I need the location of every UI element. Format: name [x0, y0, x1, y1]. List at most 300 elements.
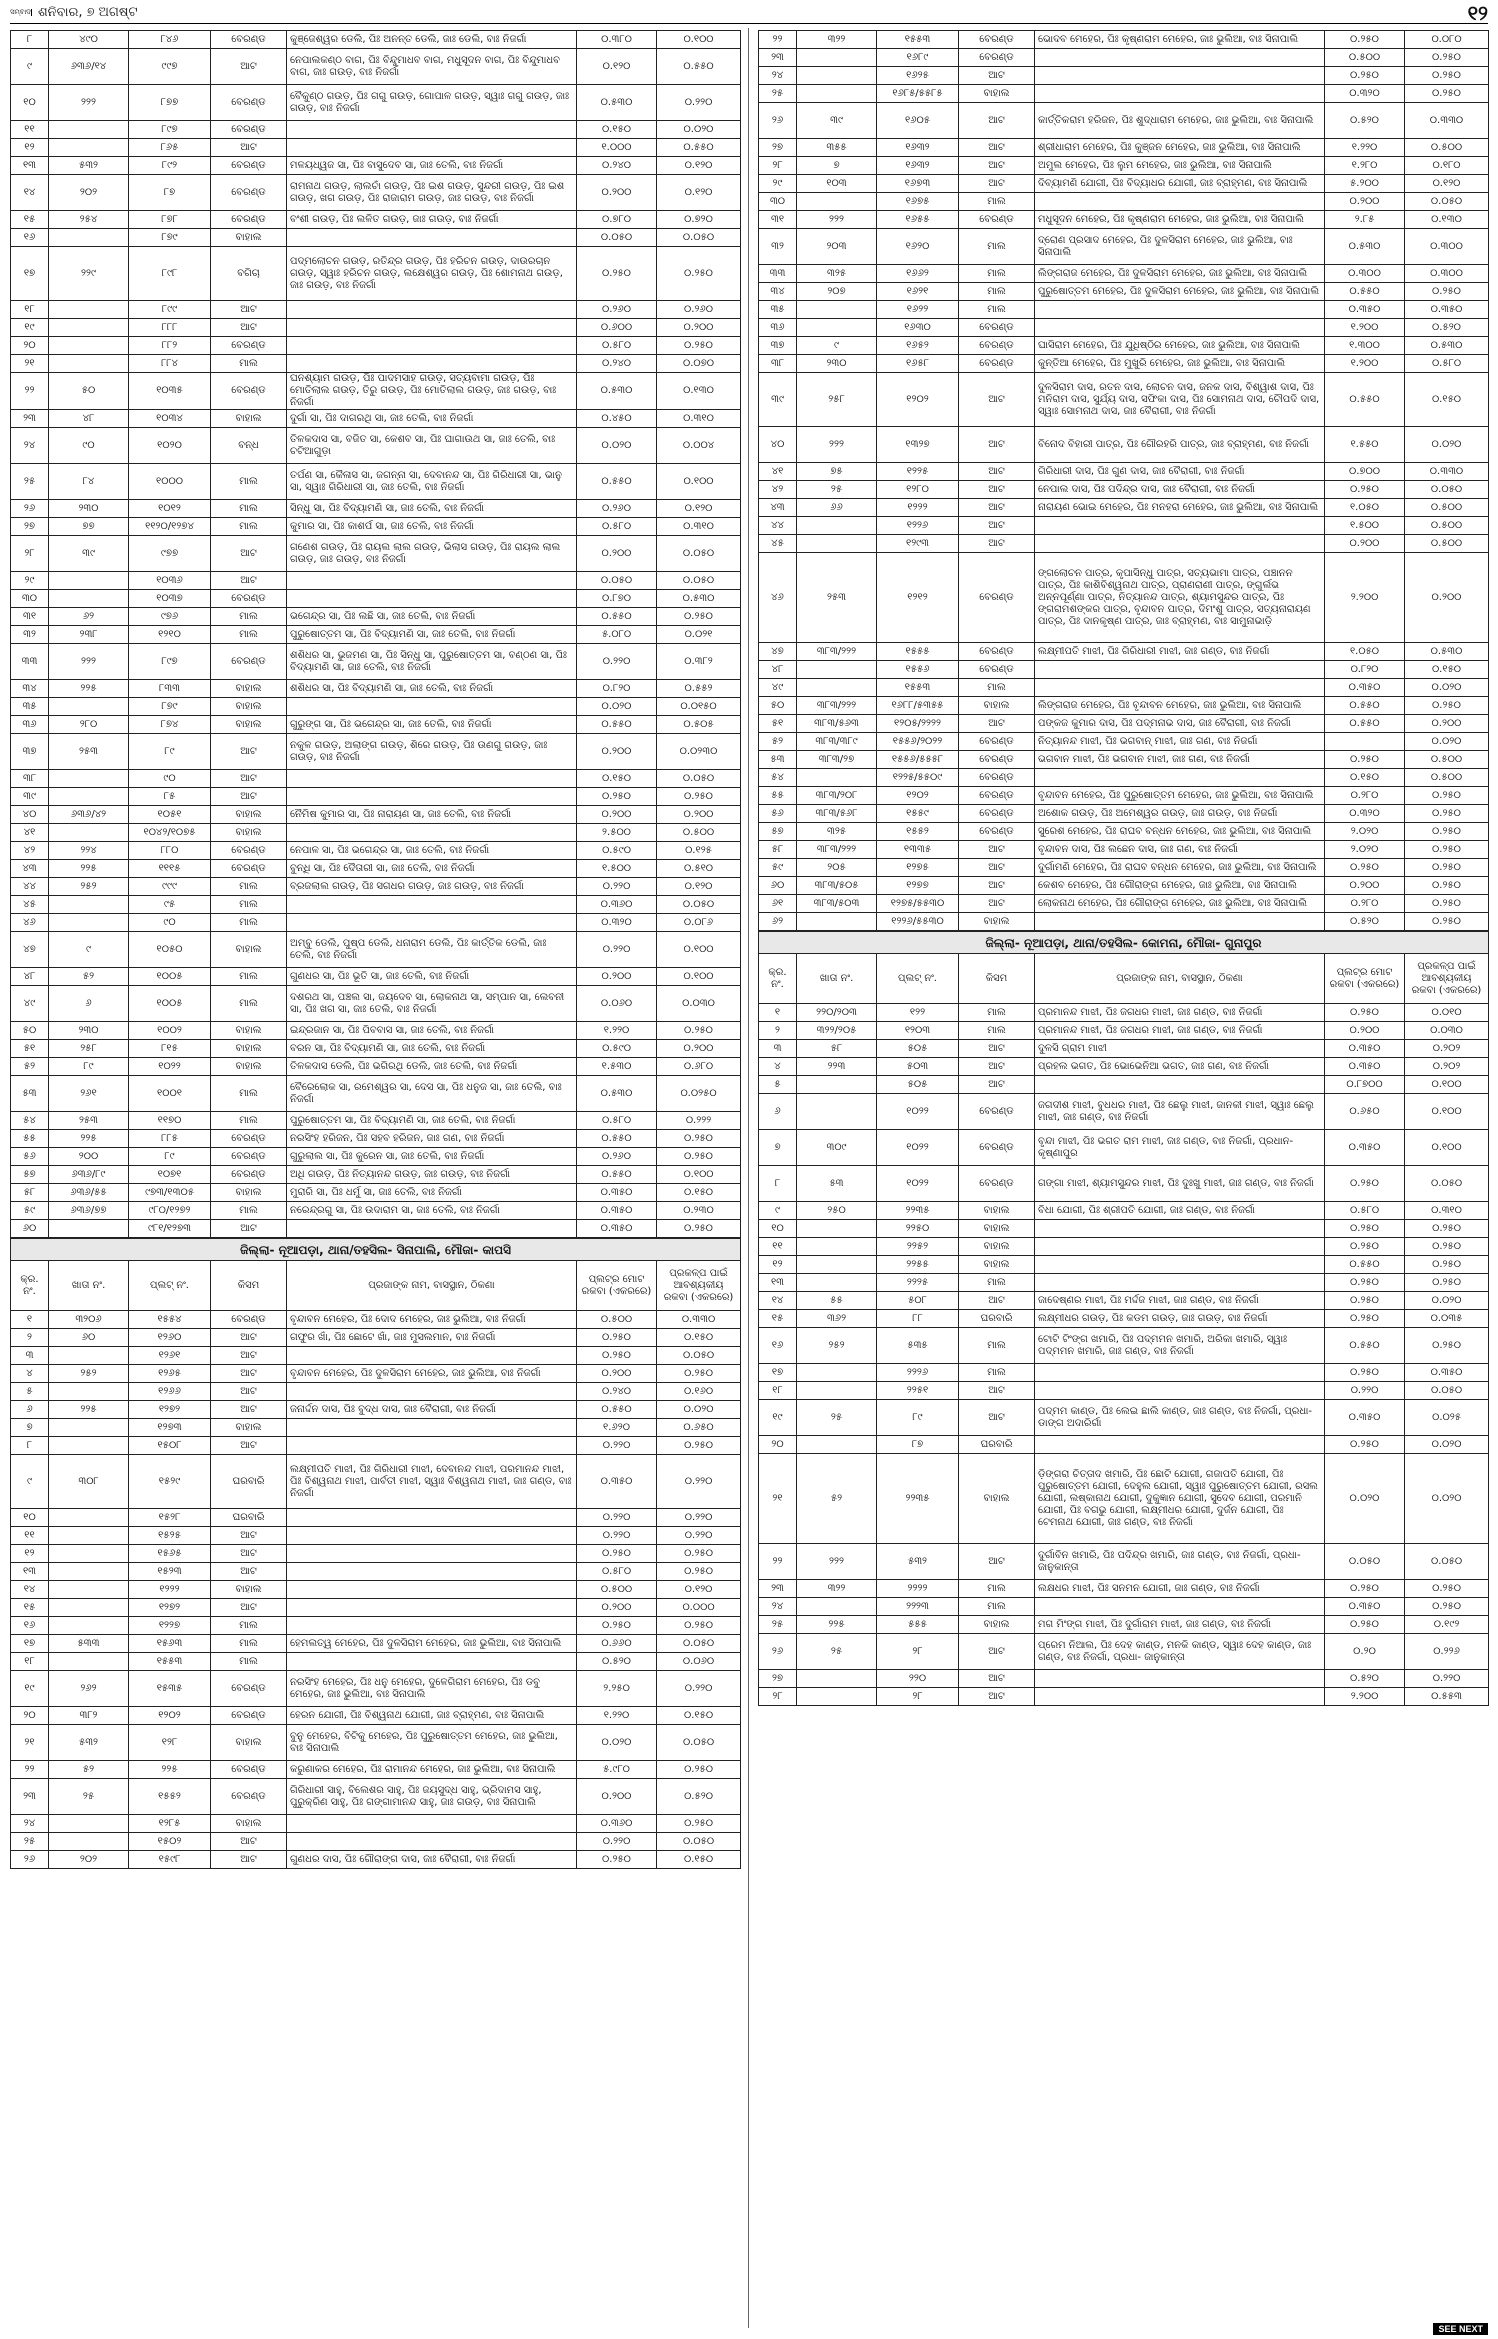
khata-cell: ୩୨୨/୨୦୫: [797, 1022, 877, 1040]
plot-cell: ୮୭୯: [129, 698, 211, 716]
kisam-cell: ମାଲ: [959, 229, 1035, 265]
table-row: [759, 1454, 1489, 1544]
total-area-cell: ୦.୨୦୦: [1325, 1022, 1405, 1040]
required-area-cell: ୦.୨୫୦: [1405, 49, 1489, 67]
owner-cell: ଗୁରୁଲାଲ ସା, ପିଃ କୁରେନ ସା, ଜାଃ ତେଲି, ବାଃ ନିଜର୍ଗା: [287, 1148, 577, 1166]
required-area-cell: ୦.୦୨୧: [657, 626, 741, 644]
table-row: [11, 860, 741, 878]
total-area-cell: ୦.୫୨୦: [1325, 1670, 1405, 1688]
section-title-row: [759, 932, 1489, 954]
kisam-cell: ବେରଣ୍ଡ: [959, 1166, 1035, 1202]
serial-cell: ୧୦: [11, 85, 49, 121]
header-date: ଶନିବାର, ୭ ଅଗଷ୍ଟ: [38, 5, 138, 20]
khata-cell: ୩୫୫: [797, 139, 877, 157]
owner-cell: ପୁରୁଷୋତ୍ତମ ମେହେର, ପିଃ ଦୁଳସିରାମ ମେହେର, ଜାଃ ଭୁଲିଆ, ବାଃ ସିନାପାଲି: [1035, 283, 1325, 301]
owner-cell: କାର୍ତ୍ତିକରାମ ହରିଜନ, ପିଃ ଶୁଦ୍ଧାରାମ ମେହେର, ଜାଃ ଭୁଲିଆ, ବାଃ ସିନାପାଲି: [1035, 103, 1325, 139]
kisam-cell: ଆଟ: [211, 301, 287, 319]
plot-cell: ୧୨୨: [877, 1004, 959, 1022]
khata-cell: ୨୫: [797, 1634, 877, 1670]
serial-cell: ୧୧: [759, 1238, 797, 1256]
required-area-cell: ୦.୦୮୬: [657, 914, 741, 932]
owner-cell: ହେମଲତ୍ୱ ମେହେର, ପିଃ ଦୁଳସିରାମ ମେହେର, ଜାଃ ଭୁଲିଆ, ବାଃ ସିନାପାଲି: [287, 1635, 577, 1653]
owner-cell: ନୈମିଷ କୁମାର ସା, ପିଃ ନାରାୟଣ ସା, ଜାଃ ତେଲି, ବାଃ ନିଜର୍ଗା: [287, 806, 577, 824]
table-row: [759, 319, 1489, 337]
table-row: [759, 193, 1489, 211]
kisam-cell: ଆଟ: [211, 1563, 287, 1581]
required-area-cell: ୦.୨୫୦: [1405, 859, 1489, 877]
required-area-cell: ୦.୦୫୦: [1405, 193, 1489, 211]
total-area-cell: ୨.୦୨୦: [1325, 823, 1405, 841]
table-row: [759, 751, 1489, 769]
khata-cell: ୨୫: [49, 1779, 129, 1815]
plot-cell: ୧୦୦୫: [129, 986, 211, 1022]
table-row: [11, 1635, 741, 1653]
plot-cell: ୧୨୧୦: [129, 626, 211, 644]
owner-cell: ବୈକୁଣ୍ଠ ଗଉଡ଼, ପିଃ ଗଗୁ ଗଉଡ଼, ଗୋପାଳ ଗଉଡ଼, ସ୍ୱାଃ ଗଗୁ ଗଉଡ଼, ଜାଃ ଗଉଡ଼, ବାଃ ନିଜର୍ଗା: [287, 85, 577, 121]
column-header: ପ୍ରଜାଙ୍କ ନାମ, ବାସସ୍ଥାନ, ଠିକଣା: [287, 1261, 577, 1311]
khata-cell: ୨୨୨: [797, 1544, 877, 1580]
owner-cell: ଲିଙ୍ଗରାଜ ମେହେର, ପିଃ ବୃନ୍ଦାବନ ମେହେର, ଜାଃ ଭୁଲିଆ, ବାଃ ସିନାପାଲି: [1035, 697, 1325, 715]
serial-cell: ୮: [759, 1166, 797, 1202]
kisam-cell: ମାଲ: [959, 283, 1035, 301]
column-header: ପ୍ଲଟ୍‌ର ମୋଟ ରକବା (ଏକରରେ): [577, 1261, 657, 1311]
plot-cell: ୯୭୩/୧୩୦୫: [129, 1184, 211, 1202]
kisam-cell: ବାହାଲ: [211, 716, 287, 734]
total-area-cell: ୦.୨୪୦: [577, 355, 657, 373]
table-row: [11, 1581, 741, 1599]
total-area-cell: ୦.୫୦୦: [1325, 49, 1405, 67]
required-area-cell: ୦.୨୩୦: [657, 1202, 741, 1220]
khata-cell: [49, 1509, 129, 1527]
required-area-cell: ୦.୧୦୦: [1405, 1076, 1489, 1094]
kisam-cell: ଆଟ: [959, 715, 1035, 733]
total-area-cell: ୧.୫୦୦: [577, 860, 657, 878]
table-row: [11, 1401, 741, 1419]
column-header: କ୍ର. ନଂ.: [759, 954, 797, 1004]
table-row: [11, 247, 741, 301]
table-row: [759, 157, 1489, 175]
total-area-cell: ୦.୫୮୦: [577, 1563, 657, 1581]
table-row: [11, 319, 741, 337]
table-row: [759, 427, 1489, 463]
required-area-cell: ୦.୫୦୦: [1405, 499, 1489, 517]
plot-cell: ୧୨୬୬: [129, 1383, 211, 1401]
required-area-cell: ୦.୦୫୦: [1405, 481, 1489, 499]
total-area-cell: ୦.୫୫୦: [1325, 697, 1405, 715]
total-area-cell: ୦.୫୩୦: [577, 1076, 657, 1112]
serial-cell: ୧୨: [759, 1256, 797, 1274]
owner-cell: ତର୍ପଣ ସା, କୈଳାସ ସା, ଜଗନ୍ନା ସା, ଦେବାନନ୍ଦ ସା, ପିଃ ଗିରିଧାରୀ ସା, ଭାନୁ ସା, ସ୍ୱାଃ ଗିରିଧାରୀ ସା, ଜାଃ ତେଲି, ବାଃ ନିଜର୍ଗା: [287, 464, 577, 500]
owner-cell: ଦୁଳସି ଗ୍ରାମ ମାଝୀ: [1035, 1040, 1325, 1058]
required-area-cell: ୦.୨୦୦: [1405, 715, 1489, 733]
khata-cell: [49, 301, 129, 319]
plot-cell: ୧୨୨୭: [129, 1617, 211, 1635]
required-area-cell: ୦.୫୦୦: [657, 824, 741, 842]
table-row: [759, 1544, 1489, 1580]
required-area-cell: ୦.୧୨୦: [657, 500, 741, 518]
table-row: [11, 1383, 741, 1401]
serial-cell: ୨୬: [759, 1634, 797, 1670]
khata-cell: [797, 1274, 877, 1292]
table-row: [11, 1599, 741, 1617]
owner-cell: ଭଗେନ୍ଦ୍ର ସା, ପିଃ ଲଛି ସା, ଜାଃ ତେଲି, ବାଃ ନିଜର୍ଗା: [287, 608, 577, 626]
serial-cell: ୯: [759, 1202, 797, 1220]
plot-cell: ୨୨୩୫: [877, 1202, 959, 1220]
owner-cell: ପଦ୍ମମ କାଣ୍ଡ, ପିଃ ଲେଇ ଛାଲି କାଣ୍ଡ, ଜାଃ ଗଣ୍ଡ, ବାଃ ନିଜର୍ଗା, ପ୍ରଧା- ଡାଙ୍ଗ ଅଦାରିର୍ଗା: [1035, 1400, 1325, 1436]
serial-cell: ୪୩: [11, 860, 49, 878]
kisam-cell: ଆଟ: [959, 859, 1035, 877]
khata-cell: ୨୫୨: [797, 1328, 877, 1364]
required-area-cell: ୦.୧୨୦: [657, 1581, 741, 1599]
total-area-cell: ୦.୫୮୦: [1325, 1202, 1405, 1220]
plot-cell: ୫୦୫: [877, 1076, 959, 1094]
kisam-cell: ମାଲ: [211, 464, 287, 500]
owner-cell: ଙ୍ଗଲୋଚନ ପାତ୍ର, କୃପାସିନ୍ଧୁ ପାତ୍ର, ସତ୍ୟଭାମା ପାତ୍ର, ପଞ୍ଚାନନ ପାତ୍ର, ପିଃ କାଶିବିଶ୍ୱନାଥ ପାତ୍ର, ପ୍ରାଣରାଣୀ ପାତ୍ର, ଙ୍ଗୁର୍ଲଭ ଅନ୍ନପୂର୍ଣ୍ଣା ପାତ୍ର, ନିତ୍ୟାନନ୍ଦ ପାତ୍ର, ଶ୍ୟାମସୁନ୍ଦର ପାତ୍ର, ପିଃ ଙ୍ଗରାମଶଙ୍କର ପାତ୍ର, ବୃନ୍ଦାବନ ପାତ୍ର, ଦିମଂଶୁ ପାତ୍ର, ସତ୍ୟନାରାୟଣ ପାତ୍ର, ପିଃ ଦାନକୃଷ୍ଣ ପାତ୍ର, ଜାଃ ବ୍ରାହ୍ମଣ, ବାଃ ସାମୁନାଭାଡ଼ି: [1035, 553, 1325, 643]
owner-cell: [1035, 769, 1325, 787]
kisam-cell: ବାହାଲ: [211, 1419, 287, 1437]
owner-cell: [287, 1527, 577, 1545]
khata-cell: ୨୬୨: [49, 1671, 129, 1707]
khata-cell: [49, 1383, 129, 1401]
khata-cell: ୩୮୩/୫୬୮: [797, 805, 877, 823]
table-row: [759, 1238, 1489, 1256]
table-row: [759, 1004, 1489, 1022]
serial-cell: ୨୫: [11, 464, 49, 500]
table-row: [759, 1310, 1489, 1328]
required-area-cell: ୦.୨୨୦: [657, 1671, 741, 1707]
owner-cell: ଅମୁଲ ମେହେର, ପିଃ ଲୁମ ମେହେର, ଜାଃ ଭୁଲିଆ, ବାଃ ସିନାପାଲି: [1035, 157, 1325, 175]
total-area-cell: ୦.୨୦: [1325, 1634, 1405, 1670]
left-table-body: [11, 31, 741, 1238]
owner-cell: ଭଗବାନ ମାଝୀ, ପିଃ ଭଗବାନ ମାଝୀ, ଜାଃ ଗଣ, ବାଃ ନିଜର୍ଗା: [1035, 751, 1325, 769]
total-area-cell: ୫.୦୮୦: [577, 626, 657, 644]
plot-cell: ୧୬୦୫: [877, 103, 959, 139]
khata-cell: ୫୩୩: [49, 1635, 129, 1653]
required-area-cell: ୦.୧୦୦: [657, 31, 741, 49]
serial-cell: ୨: [11, 1329, 49, 1347]
serial-cell: ୨୪: [759, 1598, 797, 1616]
khata-cell: ୩୮୩/୩୮୯: [797, 733, 877, 751]
kisam-cell: ବନ୍ଧ: [211, 428, 287, 464]
table-row: [11, 410, 741, 428]
owner-cell: ଦିବ୍ୟାମଣି ଯୋଗୀ, ପିଃ ବିଦ୍ୟାଧର ଯୋଗୀ, ଜାଃ ବ୍ରାହ୍ମଣ, ବାଃ ସିନାପାଲି: [1035, 175, 1325, 193]
khata-cell: ୨୦୩: [797, 229, 877, 265]
table-row: [11, 1419, 741, 1437]
total-area-cell: ୦.୫୫୦: [577, 1166, 657, 1184]
owner-cell: ଶଶିଧର ସା, ପିଃ ବିଦ୍ୟାମଣି ସା, ଜାଃ ତେଲି, ବାଃ ନିଜର୍ଗା: [287, 680, 577, 698]
total-area-cell: ୦.୭୦୦: [1325, 463, 1405, 481]
khata-cell: [797, 67, 877, 85]
total-area-cell: ୧.୩୦୦: [1325, 337, 1405, 355]
kisam-cell: ବେରଣ୍ଡ: [959, 1094, 1035, 1130]
table-row: [11, 914, 741, 932]
table-row: [11, 716, 741, 734]
plot-cell: ୮୪୬: [129, 31, 211, 49]
kisam-cell: ବେରଣ୍ଡ: [959, 211, 1035, 229]
plot-cell: ୨୨୨୫: [877, 1274, 959, 1292]
required-area-cell: ୦.୦୨୦: [1405, 1454, 1489, 1544]
kisam-cell: ବେରଣ୍ଡ: [959, 805, 1035, 823]
kisam-cell: ବାହାଲ: [211, 680, 287, 698]
owner-cell: ଶ୍ରୀଧାରାମ ମେହେର, ପିଃ କୁଞ୍ଜନ ମେହେର, ଜାଃ ଭୁଲିଆ, ବାଃ ସିନାପାଲି: [1035, 139, 1325, 157]
column-header: ପ୍ରକଳ୍ପ ପାଇଁ ଆବଶ୍ୟକୀୟ ରକବା (ଏକରରେ): [657, 1261, 741, 1311]
serial-cell: ୨୮: [11, 536, 49, 572]
plot-cell: ୧୫୫୨: [877, 823, 959, 841]
owner-cell: ଟୋଟି ଟିଂଙ୍ଗ ଖମାରି, ପିଃ ପଦ୍ମମନ ଖମାରି, ଅରିକା ଖମାରି, ସ୍ୱାଃ ପଦ୍ମମନ ଖମାରି, ଜାଃ ଗଣ୍ଡ, ବାଃ ନିଜର୍ଗା: [1035, 1328, 1325, 1364]
owner-cell: ହେରନ ଯୋଗୀ, ପିଃ ବିଶ୍ୱନାଥ ଯୋଗୀ, ଜାଃ ବ୍ରାହ୍ମଣ, ବାଃ ସିନାପାଲି: [287, 1707, 577, 1725]
required-area-cell: ୦.୩୧୦: [1405, 1202, 1489, 1220]
serial-cell: ୪୩: [759, 499, 797, 517]
plot-cell: ୮୬୫: [129, 139, 211, 157]
kisam-cell: ଆଟ: [211, 734, 287, 770]
table-row: [759, 265, 1489, 283]
table-row: [759, 733, 1489, 751]
serial-cell: ୩୧: [759, 211, 797, 229]
plot-cell: ୧୩୩୫: [877, 841, 959, 859]
kisam-cell: ମାଲ: [211, 1617, 287, 1635]
kisam-cell: ବେରଣ୍ଡ: [959, 31, 1035, 49]
serial-cell: ୫୮: [759, 841, 797, 859]
plot-cell: ୧୬୫୨: [877, 337, 959, 355]
serial-cell: ୪୯: [11, 986, 49, 1022]
total-area-cell: ୦.୩୮୦: [577, 31, 657, 49]
required-area-cell: ୦.୫୫୦: [657, 49, 741, 85]
total-area-cell: ୦.୩୦୦: [1325, 265, 1405, 283]
plot-cell: ୧୫୫୬/୫୫୫୮: [877, 751, 959, 769]
section-title-row: [11, 1239, 741, 1261]
khata-cell: ୪୮: [49, 410, 129, 428]
kisam-cell: ଆଟ: [959, 157, 1035, 175]
total-area-cell: ୦.୨୨୦: [577, 644, 657, 680]
table-row: [11, 373, 741, 410]
required-area-cell: ୦.୦୭୦: [657, 355, 741, 373]
serial-cell: ୫୦: [11, 1022, 49, 1040]
khata-cell: [49, 1599, 129, 1617]
table-row: [11, 139, 741, 157]
khata-cell: [797, 1238, 877, 1256]
serial-cell: ୧୦: [11, 1509, 49, 1527]
total-area-cell: ୦.୨୫୦: [577, 247, 657, 301]
total-area-cell: ୧.୨୦୦: [1325, 319, 1405, 337]
total-area-cell: ୦.୨୦୦: [577, 1365, 657, 1383]
column-header: ଖାତା ନଂ.: [49, 1261, 129, 1311]
total-area-cell: ୦.୦୨୦: [577, 428, 657, 464]
serial-cell: ୪୫: [11, 896, 49, 914]
kisam-cell: ବେରଣ୍ଡ: [211, 860, 287, 878]
plot-cell: ୧୫୬୫: [129, 1545, 211, 1563]
serial-cell: ୧୬: [11, 229, 49, 247]
plot-cell: ୧୨୨୨: [129, 1581, 211, 1599]
owner-cell: ଗୁଣଧର ସା, ପିଃ ଭୂତି ସା, ଜାଃ ତେଲି, ବାଃ ନିଜର୍ଗା: [287, 968, 577, 986]
total-area-cell: ୦.୮୨୦: [577, 680, 657, 698]
required-area-cell: ୦.୦୩୫: [1405, 1310, 1489, 1328]
required-area-cell: ୦.୦୫୦: [657, 536, 741, 572]
required-area-cell: ୦.୩୮୨: [657, 644, 741, 680]
khata-cell: [49, 698, 129, 716]
serial-cell: ୨୫: [11, 1833, 49, 1851]
owner-cell: ପ୍ରହଲ ଭଗତ, ପିଃ ଭୋଭେନିଆ ଭଗତ, ଜାଃ ଗଣ, ବାଃ ନିଜର୍ଗା: [1035, 1058, 1325, 1076]
total-area-cell: ୦.୨୫୦: [1325, 1274, 1405, 1292]
khata-cell: [49, 1833, 129, 1851]
total-area-cell: ୦.୨୫୦: [1325, 859, 1405, 877]
kisam-cell: ମାଲ: [211, 608, 287, 626]
khata-cell: ୨୫୩: [797, 553, 877, 643]
required-area-cell: ୦.୫୦୦: [1405, 751, 1489, 769]
total-area-cell: ୦.୨୫୦: [577, 1617, 657, 1635]
required-area-cell: ୦.୩୦୦: [1405, 265, 1489, 283]
owner-cell: ପ୍ରେମ ନିଆଲ, ପିଃ ଦେହ କାଣ୍ଡ, ମନକି କାଣ୍ଡ, ସ୍ୱାଃ ଦେହ କାଣ୍ଡ, ଜାଃ ଗଣ୍ଡ, ବାଃ ନିଜର୍ଗା, ପ୍ରଧା- ଜାନୁକାନ୍ତା: [1035, 1634, 1325, 1670]
kisam-cell: ବେରଣ୍ଡ: [211, 644, 287, 680]
owner-cell: ଗଣେଶ ଗଉଡ଼, ପିଃ ରାୟଲ ଲାଲ ଗଉଡ଼, ଭିଲାସ ଗଉଡ଼, ପିଃ ରାୟଲ ଲାଲ ଗଉଡ଼, ଜାଃ ଗଉଡ଼, ବାଃ ନିଜର୍ଗା: [287, 536, 577, 572]
table-row: [11, 428, 741, 464]
khata-cell: [797, 1688, 877, 1706]
khata-cell: [49, 1563, 129, 1581]
column-header: ଖାତା ନଂ.: [797, 954, 877, 1004]
required-area-cell: ୦.୨୦୦: [657, 1040, 741, 1058]
required-area-cell: ୦.୦୨୦: [1405, 733, 1489, 751]
required-area-cell: ୦.୫୦୦: [1405, 139, 1489, 157]
required-area-cell: ୦.୦୨୦: [1405, 1436, 1489, 1454]
kisam-cell: ମାଲ: [959, 679, 1035, 697]
khata-cell: ୫୩୨: [49, 157, 129, 175]
kisam-cell: ଘରବାରି: [211, 1455, 287, 1509]
total-area-cell: ୦.୨୫୦: [577, 1545, 657, 1563]
khata-cell: ୨୨୪: [49, 842, 129, 860]
serial-cell: ୩୭: [11, 734, 49, 770]
owner-cell: କରୁଣାକର ମେହେର, ପିଃ ରାମାନନ୍ଦ ମେହେର, ଜାଃ ଭୁଲିଆ, ବାଃ ସିନାପାଲି: [287, 1761, 577, 1779]
total-area-cell: ୦.୩୫୦: [1325, 1040, 1405, 1058]
required-area-cell: ୦.୫୫୩: [1405, 1688, 1489, 1706]
owner-cell: କୁଞ୍ଜେଶ୍ୱର ଡେଲି, ପିଃ ଅନନ୍ତ ଡେଲି, ଜାଃ ଡେଲି, ବାଃ ନିଜର୍ଗା: [287, 31, 577, 49]
khata-cell: ୨୦୫: [797, 859, 877, 877]
owner-cell: ବୃନ୍ଦାବନ ଦାସ, ପିଃ ଲଛେନ ଦାସ, ଜାଃ ଗଣ, ବାଃ ନିଜର୍ଗା: [1035, 841, 1325, 859]
owner-cell: [287, 355, 577, 373]
table-row: [11, 31, 741, 49]
kisam-cell: ଆଟ: [211, 536, 287, 572]
khata-cell: ୨୨୯: [49, 247, 129, 301]
kisam-cell: ମାଲ: [959, 1004, 1035, 1022]
total-area-cell: ୦.୩୨୦: [1325, 85, 1405, 103]
kisam-cell: ଆଟ: [959, 1688, 1035, 1706]
required-area-cell: ୦.୩୧୦: [657, 410, 741, 428]
kisam-cell: ବାହାଲ: [959, 1454, 1035, 1544]
plot-cell: ୧୨୮୫: [129, 1815, 211, 1833]
plot-cell: ୨୨୫୦: [877, 1220, 959, 1238]
serial-cell: ୫୭: [759, 823, 797, 841]
plot-cell: ୧୦୨୨: [129, 1058, 211, 1076]
required-area-cell: ୦.୨୫୦: [657, 1545, 741, 1563]
plot-cell: ୮୭: [877, 1436, 959, 1454]
serial-cell: ୧୭: [11, 247, 49, 301]
owner-cell: ବରନ ସା, ପିଃ ବିଦ୍ୟାମଣି ସା, ଜାଃ ତେଲି, ବାଃ ନିଜର୍ଗା: [287, 1040, 577, 1058]
plot-cell: ୫୩୫: [877, 1328, 959, 1364]
kisam-cell: ମାଲ: [211, 878, 287, 896]
owner-cell: [287, 319, 577, 337]
total-area-cell: ୦.୩୫୦: [1325, 301, 1405, 319]
required-area-cell: ୦.୦୨୦: [1405, 679, 1489, 697]
owner-cell: [287, 301, 577, 319]
owner-cell: ବୁନ୍ଧି ସା, ପିଃ ଦୈତାରୀ ସା, ଜାଃ ତେଲି, ବାଃ ନିଜର୍ଗା: [287, 860, 577, 878]
kisam-cell: ମାଲ: [211, 626, 287, 644]
khata-cell: [797, 85, 877, 103]
owner-cell: [287, 1815, 577, 1833]
table-row: [759, 823, 1489, 841]
serial-cell: ୨୫: [759, 1616, 797, 1634]
owner-cell: ଗୁରୁଙ୍ଗ ସା, ପିଃ ଭଗେନ୍ଦ୍ର ସା, ଜାଃ ତେଲି, ବାଃ ନିଜର୍ଗା: [287, 716, 577, 734]
plot-cell: ୧୬୬୨: [877, 265, 959, 283]
khata-cell: ୬୨: [49, 608, 129, 626]
table-row: [759, 1328, 1489, 1364]
plot-cell: ୧୦୨୨: [877, 1166, 959, 1202]
kisam-cell: ଆଟ: [959, 1400, 1035, 1436]
owner-cell: [287, 1581, 577, 1599]
total-area-cell: ୦.୨୦୦: [577, 968, 657, 986]
khata-cell: ୨୩୦: [49, 500, 129, 518]
owner-cell: [1035, 1238, 1325, 1256]
serial-cell: ୪୭: [759, 643, 797, 661]
required-area-cell: ୦.୨୫୦: [1405, 1598, 1489, 1616]
khata-cell: [49, 1617, 129, 1635]
table-row: [759, 1022, 1489, 1040]
plot-cell: ୧୨୨୫: [877, 463, 959, 481]
table-row: [11, 1220, 741, 1238]
required-area-cell: ୦.୫୮୦: [1405, 355, 1489, 373]
plot-cell: ୮୯୭: [129, 644, 211, 680]
owner-cell: [287, 788, 577, 806]
kisam-cell: ଆଟ: [211, 1545, 287, 1563]
total-area-cell: ୦.୫୫୦: [577, 716, 657, 734]
plot-cell: ୧୫୯୮: [129, 1851, 211, 1869]
required-area-cell: ୦.୦୫୦: [657, 770, 741, 788]
khata-cell: [797, 1364, 877, 1382]
table-row: [759, 1076, 1489, 1094]
required-area-cell: ୦.୨୫୦: [1405, 283, 1489, 301]
required-area-cell: ୦.୩୩୦: [1405, 463, 1489, 481]
plot-cell: ୧୬୨୧: [877, 283, 959, 301]
total-area-cell: ୫.୨୦୦: [1325, 175, 1405, 193]
kisam-cell: ଆଟ: [211, 49, 287, 85]
table-row: [11, 518, 741, 536]
serial-cell: ୨୪: [11, 428, 49, 464]
required-area-cell: ୦.୩୧୦: [657, 518, 741, 536]
plot-cell: ୧୫୬୩: [129, 1635, 211, 1653]
plot-cell: ୧୨୭୫: [877, 859, 959, 877]
total-area-cell: ୦.୨୮୦: [1325, 787, 1405, 805]
owner-cell: ଲୋକନାଥ ମେହେର, ପିଃ ଗୌରାଙ୍ଗ ମେହେର, ଜାଃ ଭୁଲିଆ, ବାଃ ସିନାପାଲି: [1035, 895, 1325, 913]
serial-cell: ୪୮: [759, 661, 797, 679]
owner-cell: [1035, 67, 1325, 85]
total-area-cell: ୦.୫୫୦: [1325, 373, 1405, 427]
table-row: [11, 1058, 741, 1076]
khata-cell: [49, 1347, 129, 1365]
total-area-cell: ୧.୨୦୦: [1325, 355, 1405, 373]
section-title: ଜିଲ୍ଲା- ନୂଆପଡ଼ା, ଥାନା/ତହସିଲ- ସିନାପାଲି, ମୌଜା- କାପସି: [11, 1239, 741, 1261]
table-row: [11, 1815, 741, 1833]
required-area-cell: ୦.୧୫୦: [1405, 373, 1489, 427]
required-area-cell: ୦.୨୫୦: [1405, 1256, 1489, 1274]
plot-cell: ୧୨୧୨: [877, 553, 959, 643]
kisam-cell: ବେରଣ୍ଡ: [211, 211, 287, 229]
plot-cell: ୨୨୩୫: [877, 1454, 959, 1544]
total-area-cell: ୨.୨୫୦: [577, 1671, 657, 1707]
kisam-cell: ବାହାଲ: [959, 1202, 1035, 1220]
kisam-cell: ବେରଣ୍ଡ: [959, 337, 1035, 355]
table-row: [759, 1688, 1489, 1706]
serial-cell: ୪୧: [759, 463, 797, 481]
kisam-cell: ମାଲ: [211, 986, 287, 1022]
serial-cell: ୨୨: [759, 1544, 797, 1580]
plot-cell: ୧୨୭୫/୫୫୩୦: [877, 895, 959, 913]
